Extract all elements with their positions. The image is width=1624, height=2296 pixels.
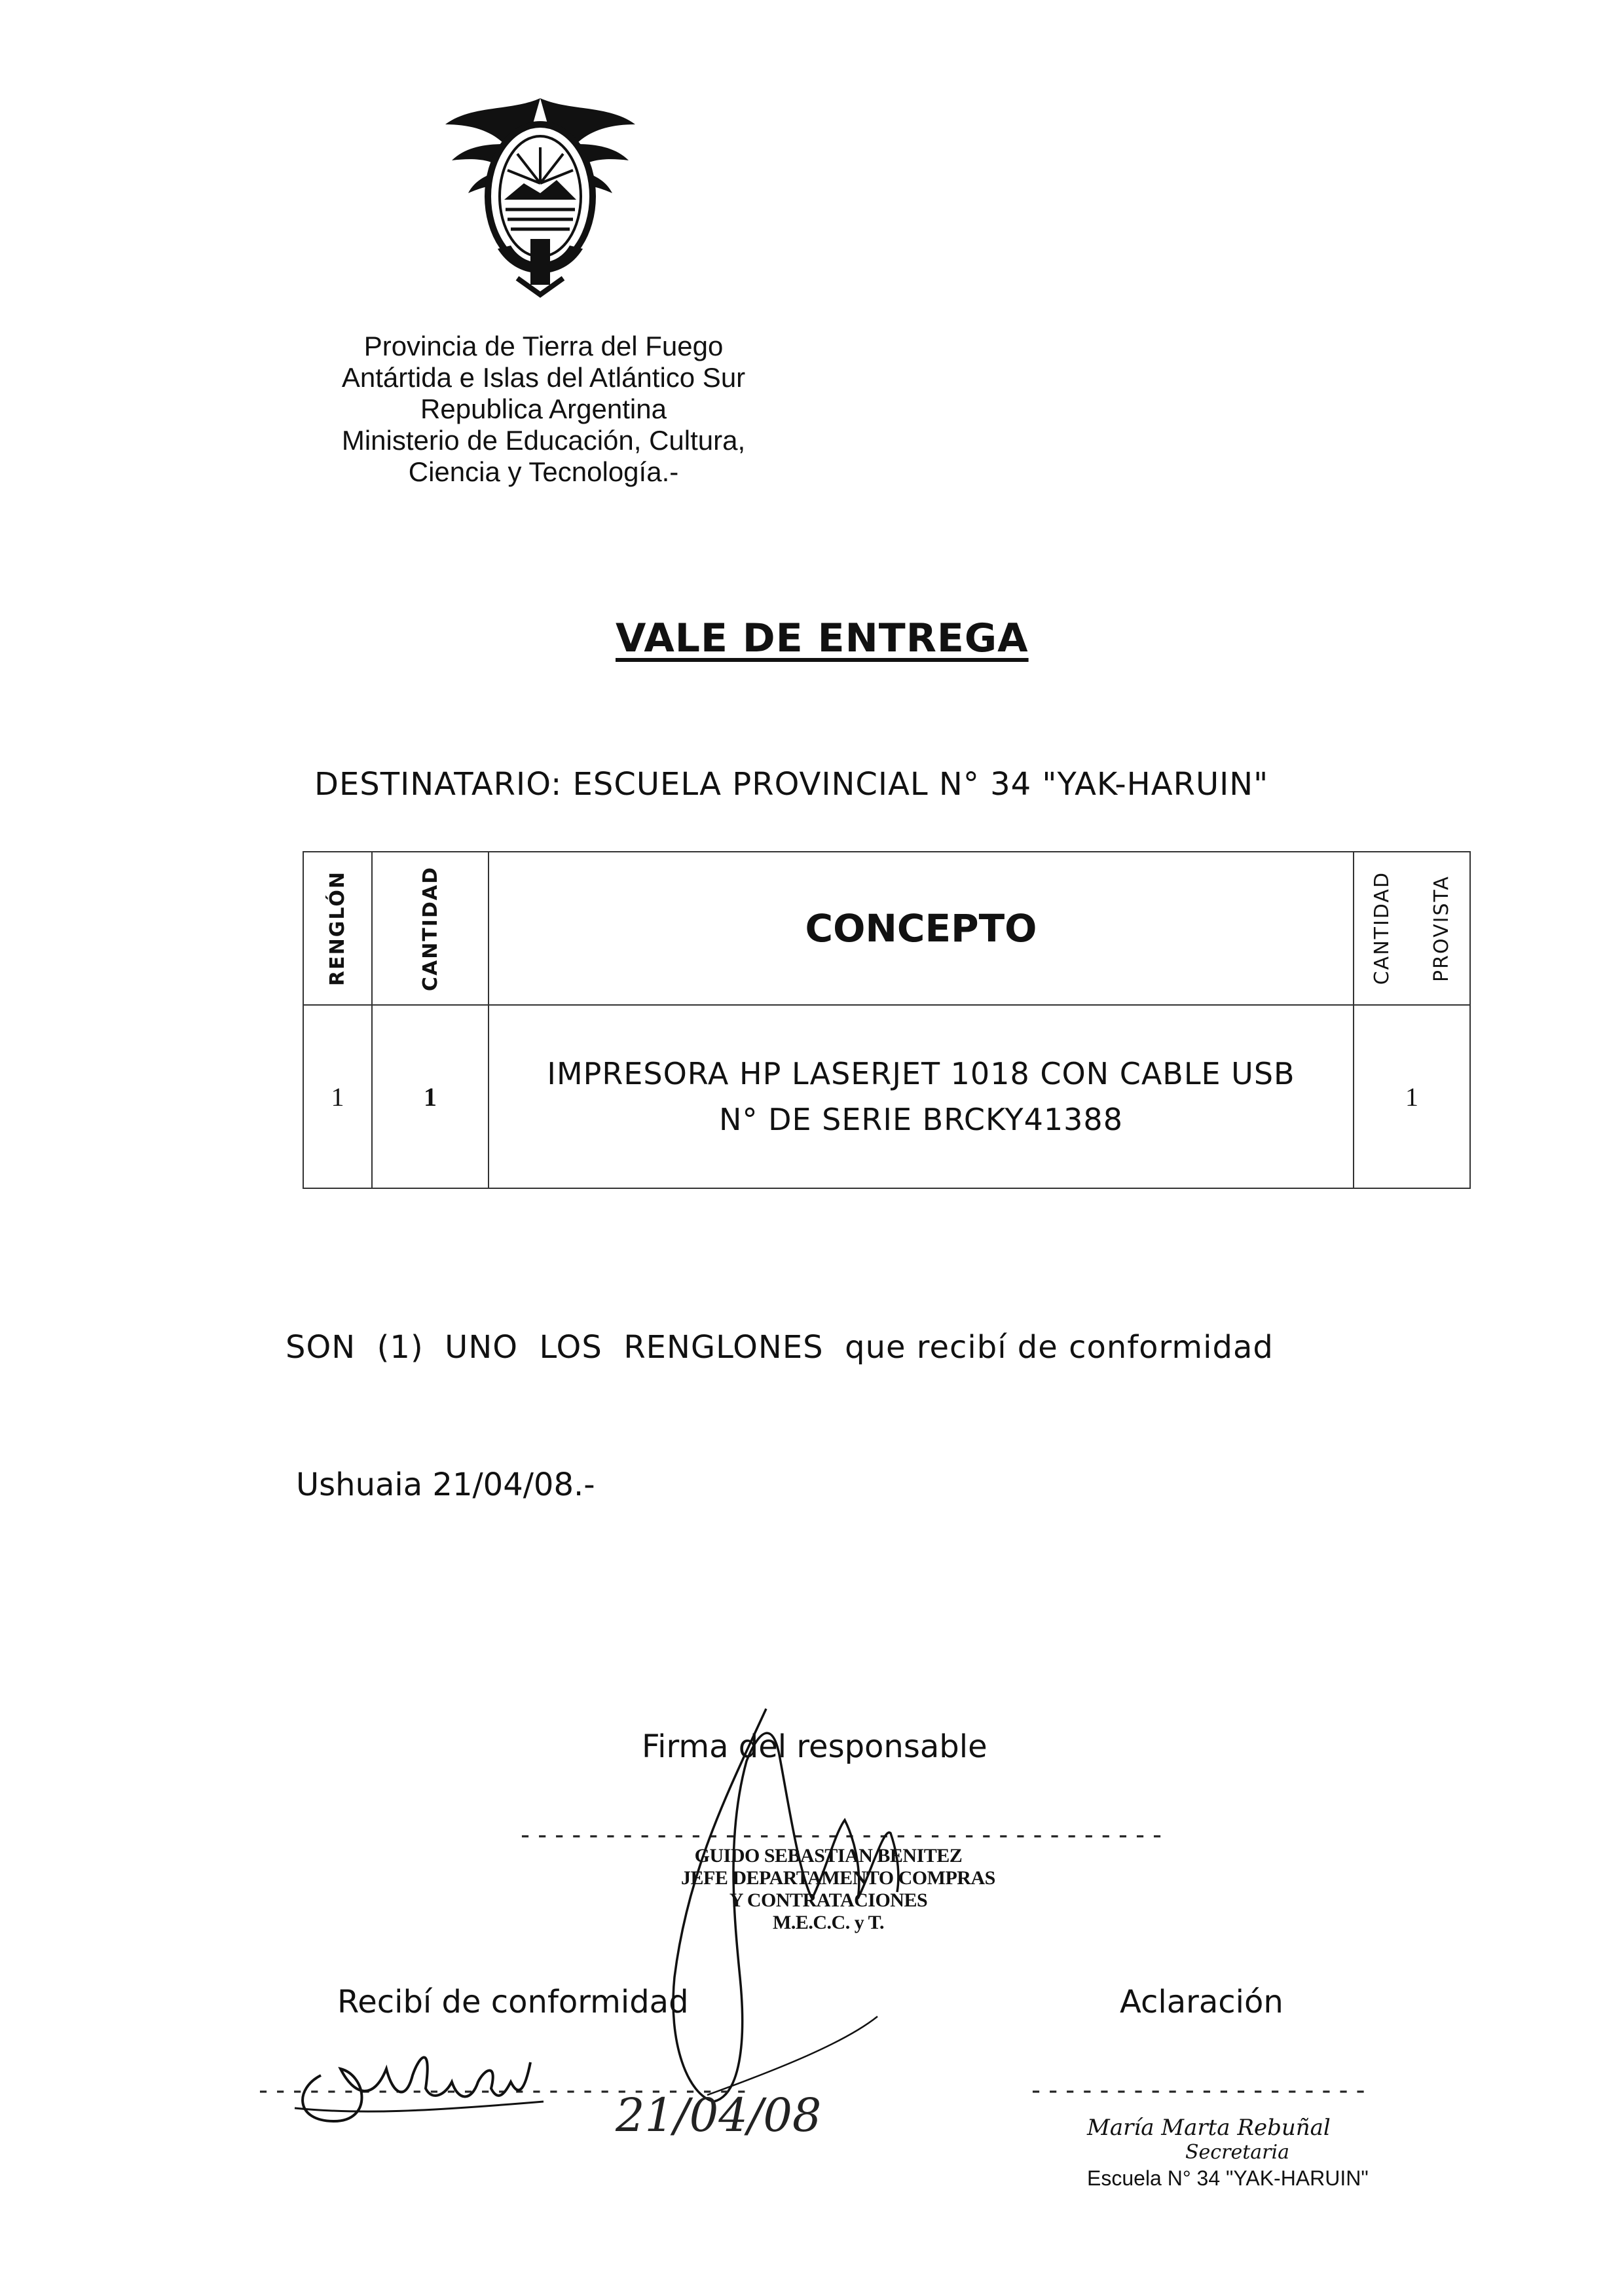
row-cantidad-provista-cell	[1354, 1005, 1470, 1188]
header-concepto-cell	[489, 852, 1354, 1005]
secretary-name: María Marta Rebuñal	[1087, 2115, 1331, 2141]
header-renglon: RENGLÓN	[326, 871, 349, 986]
handwritten-date: 21/04/08	[616, 2088, 822, 2142]
row-concepto-cell	[489, 1005, 1354, 1188]
aclaracion-dashed-line: --------------------	[1028, 2075, 1370, 2105]
header-renglon-cell	[303, 852, 372, 1005]
row-renglon-cell	[303, 1005, 372, 1188]
header-cantidad-provista-cell	[1354, 852, 1470, 1005]
secretary-role: Secretaria	[1185, 2141, 1289, 2164]
place-date: Ushuaia 21/04/08.-	[296, 1467, 595, 1503]
firma-label: Firma del responsable	[642, 1728, 987, 1765]
official-stamp-line: GUIDO SEBASTIAN BENITEZ	[694, 1845, 963, 1867]
table-row	[303, 1005, 1470, 1188]
row-concepto-line1: IMPRESORA HP LASERJET 1018 CON CABLE USB	[547, 1056, 1295, 1091]
header-cantidad: CANTIDAD	[418, 866, 442, 991]
secretary-school: Escuela N° 34 "YAK-HARUIN"	[1087, 2166, 1369, 2190]
aclaracion-label: Aclaración	[1120, 1984, 1283, 2020]
summary-statement: SON (1) UNO LOS RENGLONES que recibí de conformidad	[286, 1329, 1274, 1366]
recibi-dashed-line: -----------------------------	[255, 2075, 751, 2105]
header-cantidad-cell	[372, 852, 489, 1005]
receiver-signature-image	[282, 2016, 583, 2128]
header-line: Antártida e Islas del Atlántico Sur	[341, 362, 746, 393]
row-renglon: 1	[331, 1082, 344, 1112]
header-line: Republica Argentina	[420, 393, 667, 424]
issuer-header	[262, 331, 825, 488]
official-stamp-line: JEFE DEPARTAMENTO COMPRAS	[681, 1867, 995, 1889]
row-cantidad-cell	[372, 1005, 489, 1188]
recibi-label: Recibí de conformidad	[337, 1984, 689, 2020]
provincial-crest-logo	[432, 85, 648, 301]
row-concepto-line2: N° DE SERIE BRCKY41388	[719, 1102, 1123, 1137]
header-cantidad-provista-1: CANTIDAD	[1371, 871, 1393, 985]
firma-dashed-line: --------------------------------------	[517, 1820, 1167, 1850]
table-header-row	[303, 852, 1470, 1005]
delivery-items-table	[303, 851, 1471, 1189]
row-cantidad: 1	[424, 1082, 437, 1112]
row-cantidad-provista: 1	[1405, 1082, 1418, 1112]
official-stamp	[681, 1845, 995, 1934]
header-line: Provincia de Tierra del Fuego	[363, 331, 724, 361]
header-cantidad-provista-2: PROVISTA	[1430, 875, 1453, 982]
official-stamp-line: M.E.C.C. y T.	[773, 1912, 884, 1933]
secretary-stamp	[1087, 2115, 1428, 2191]
header-concepto: CONCEPTO	[805, 906, 1037, 951]
official-stamp-line: Y CONTRATACIONES	[729, 1889, 928, 1911]
header-line: Ciencia y Tecnología.-	[408, 456, 679, 487]
header-line: Ministerio de Educación, Cultura,	[341, 425, 746, 456]
document-title: VALE DE ENTREGA	[616, 615, 1029, 661]
recipient-line: DESTINATARIO: ESCUELA PROVINCIAL N° 34 "YAK-HARUIN"	[314, 766, 1269, 803]
